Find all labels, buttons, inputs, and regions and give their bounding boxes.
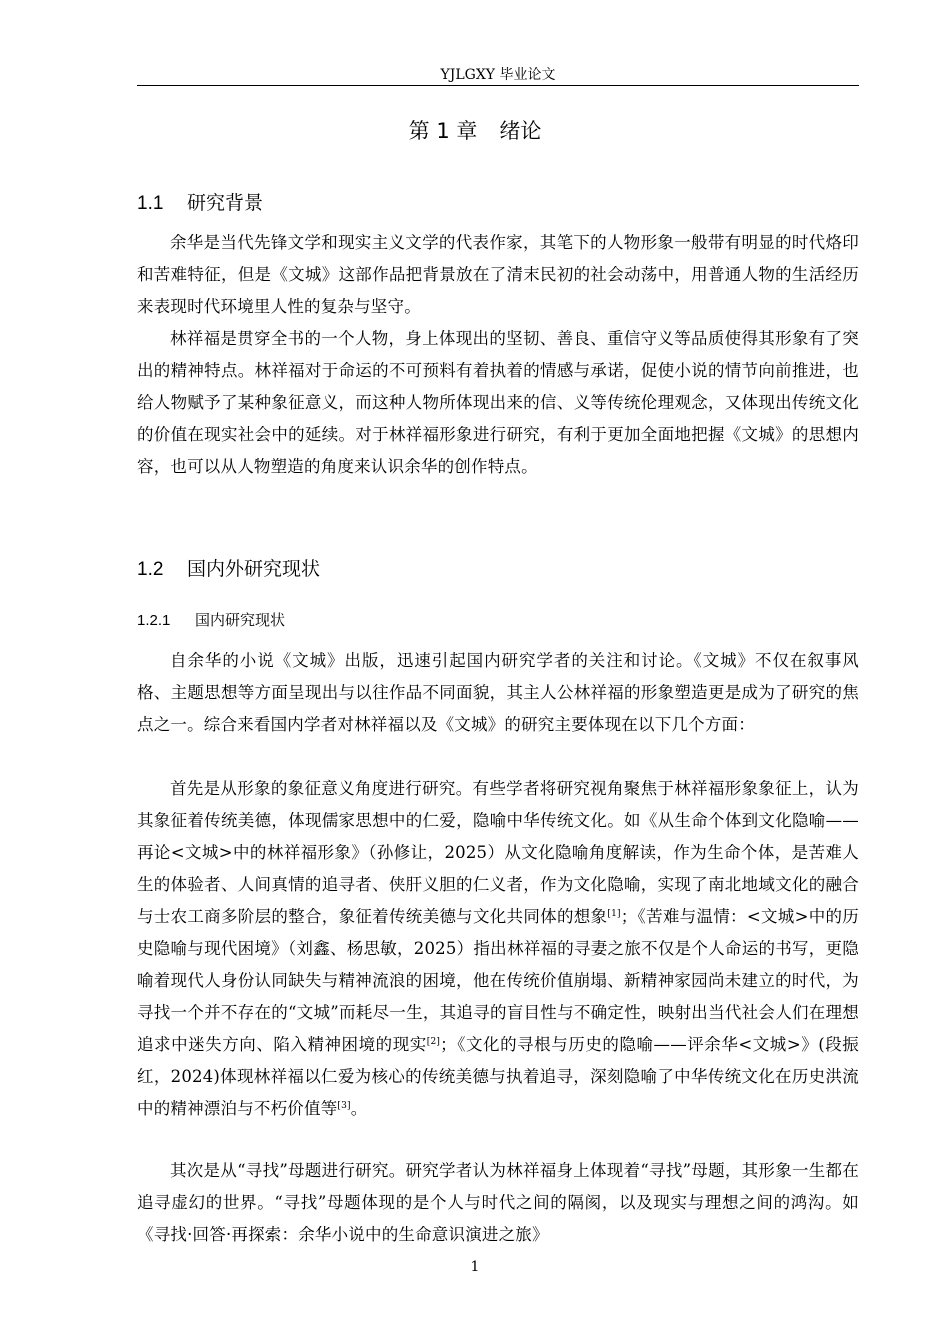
section-title: 研究背景 xyxy=(187,192,264,214)
section-heading-1-2 xyxy=(137,556,320,583)
paragraph: 自余华的小说《文城》出版，迅速引起国内研究学者的关注和讨论。《文城》不仅在叙事风格、主题思想等方面呈现出与以往作品不同面貌，其主人公林祥福的形象塑造更是成为了研究的焦点之一。综合来看国内学者对林祥福以及《文城》的研究主要体现在以下几个方面： xyxy=(137,651,859,734)
paragraph: 首先是从形象的象征意义角度进行研究。有些学者将研究视角聚焦于林祥福形象象征上，认为其象征着传统美德，体现儒家思想中的仁爱，隐喻中华传统文化。如《从生命个体到文化隐喻——再论<文城>中的林祥福形象》（孙修让，2025）从文化隐喻角度解读，作为生命个体，是苦难人生的体验者、人间真情的追寻者、侠肝义胆的仁义者，作为文化隐喻，实现了南北地域文化的融合与士农工商多阶层的整合，象征着传统美德与文化共同体的想象[1]；《苦难与温情：<文城>中的历史隐喻与现代困境》（刘鑫、杨思敏，2025）指出林祥福的寻妻之旅不仅是个人命运的书写，更隐喻着现代人身份认同缺失与精神流浪的困境，他在传统价值崩塌、新精神家园尚未建立的时代，为寻找一个并不存在的“文城”而耗尽一生，其追寻的盲目性与不确定性，映射出当代社会人们在理想追求中迷失方向、陷入精神困境的现实[2]；《文化的寻根与历史的隐喻——评余华<文城>》(段振红，2024)体现林祥福以仁爱为核心的传统美德与执着追寻，深刻隐喻了中华传统文化在历史洪流中的精神漂泊与不朽价值等[3]。 xyxy=(137,779,859,1118)
chapter-number: 第 1 章 xyxy=(408,119,478,143)
chapter-name: 绪论 xyxy=(499,119,542,143)
paragraph: 其次是从“寻找”母题进行研究。研究学者认为林祥福身上体现着“寻找”母题，其形象一生都在追寻虚幻的世界。“寻找”母题体现的是个人与时代之间的隔阂，以及现实与理想之间的鸿沟。如《寻找·回答·再探索：余华小说中的生命意识演进之旅》 xyxy=(137,1161,859,1244)
section-heading-1-1 xyxy=(137,190,263,217)
subsection-number: 1.2.1 xyxy=(137,612,171,629)
citation-1: [1] xyxy=(607,909,621,919)
citation-2: [2] xyxy=(426,1037,441,1047)
paragraph: 林祥福是贯穿全书的一个人物，身上体现出的坚韧、善良、重信守义等品质使得其形象有了突出的精神特点。林祥福对于命运的不可预料有着执着的情感与承诺，促使小说的情节向前推进，也给人物赋予了某种象征意义，而这种人物所体现出来的信、义等传统伦理观念，又体现出传统文化的价值在现实社会中的延续。对于林祥福形象进行研究，有利于更加全面地把握《文城》的思想内容，也可以从人物塑造的角度来认识余华的创作特点。 xyxy=(137,329,859,476)
header-rule xyxy=(137,85,859,86)
subsection-heading-1-2-1 xyxy=(137,609,285,632)
page-number: 1 xyxy=(470,1259,480,1275)
running-header: YJLGXY 毕业论文 xyxy=(440,67,556,83)
citation-3: [3] xyxy=(337,1101,351,1111)
subsection-title: 国内研究现状 xyxy=(195,611,286,629)
paragraph: 余华是当代先锋文学和现实主义文学的代表作家，其笔下的人物形象一般带有明显的时代烙印和苦难特征，但是《文城》这部作品把背景放在了清末民初的社会动荡中，用普通人物的生活经历来表现时代环境里人性的复杂与坚守。 xyxy=(137,233,859,316)
section-number: 1.2 xyxy=(137,559,164,580)
section-number: 1.1 xyxy=(137,193,164,214)
section-title: 国内外研究现状 xyxy=(187,558,321,580)
chapter-title xyxy=(0,117,950,145)
